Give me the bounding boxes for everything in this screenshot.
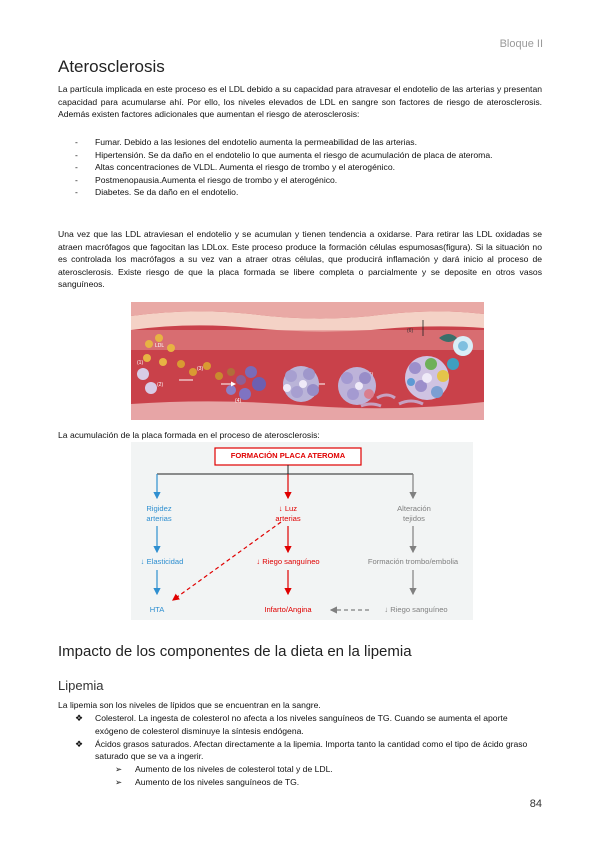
flowchart-connectors xyxy=(131,442,473,620)
list-item: - Postmenopausia.Aumenta el riesgo de trombo y el aterogénico. xyxy=(75,174,338,185)
atherosclerosis-illustration xyxy=(131,302,484,420)
intro-paragraph: La partícula implicada en este proceso es el LDL debido a su capacidad para atravesar el endotelio de las arterias y presentan capacidad para acumularse ahí. Por ello, los niveles elevados de LDL en sangre son factores de riesgo de aterosclerosis. Además existen factores adicionales que aumentan el riesgo de aterosclerosis: xyxy=(58,84,542,120)
step-label: (6) xyxy=(407,328,414,334)
step-label: (1) xyxy=(137,360,144,366)
flowchart-node: Formación trombo/embolia xyxy=(367,557,459,566)
flowchart-node: Rigidez arterias xyxy=(146,504,172,523)
list-item: ➢ Aumento de los niveles sanguíneos de TG. xyxy=(115,777,300,787)
section-title: Impacto de los componentes de la dieta en la lipemia xyxy=(58,643,412,660)
flowchart-node: HTA xyxy=(149,605,165,614)
list-item: ➢ Aumento de los niveles de colesterol total y de LDL. xyxy=(115,764,333,774)
list-item: - Diabetes. Se da daño en el endotelio. xyxy=(75,187,239,198)
section-title: Aterosclerosis xyxy=(58,57,165,76)
flowchart-top-label: FORMACIÓN PLACA ATEROMA xyxy=(230,451,346,460)
page-number: 84 xyxy=(529,798,542,810)
flowchart-node: ↓ Riego sanguíneo xyxy=(256,557,320,566)
list-item: - Hipertensión. Se da daño en el endotelio lo que aumenta el riesgo de acumulación de placa de ateroma. xyxy=(75,149,493,160)
step-label: (2) xyxy=(157,382,164,388)
figure-caption: La acumulación de la placa formada en el proceso de aterosclerosis: xyxy=(58,430,320,440)
arrow-bullet-icon: ➢ xyxy=(115,764,123,774)
list-item: - Altas concentraciones de VLDL. Aumenta el riesgo de trombo y el aterogénico. xyxy=(75,162,396,173)
subsection-title: Lipemia xyxy=(58,678,104,693)
ldl-label: LDL xyxy=(155,343,165,349)
lipemia-definition: La lipemia son los niveles de lípidos que se encuentran en la sangre. xyxy=(58,700,321,710)
flowchart-node: Infarto/Angina xyxy=(264,605,312,614)
flowchart-node: ↓ Riego sanguíneo xyxy=(384,605,448,614)
arrow-bullet-icon: ➢ xyxy=(115,777,123,787)
risk-factor-list xyxy=(75,136,542,199)
diamond-bullet-icon: ❖ xyxy=(75,738,84,749)
flowchart-node: ↓ Elasticidad xyxy=(140,557,184,566)
foam-cell-paragraph: Una vez que las LDL atraviesan el endotelio y se acumulan y tienen tendencia a oxidarse. Para retirar las LDL oxidadas se atraen macrófagos que fagocitan las LDLox. Este proceso produce la formación células espumosas(figura). Si la situación no es controlada los macrófagos a su vez van a atraer otras células, que producirá inflamación y dará inicio al proceso de aterosclerosis. Existe riesgo de que la placa formada se libere completa o parcialmente y se deposite en otros vasos sanguíneos. xyxy=(58,229,542,290)
list-item: ❖ Colesterol. La ingesta de colesterol no afecta a los niveles sanguíneos de TG. Cuando se aumenta el aporte exógeno de colesterol disminuye la síntesis endógena. xyxy=(75,713,508,736)
flowchart-node: Alteración tejidos xyxy=(397,504,431,523)
flowchart-node: ↓ Luz arterias xyxy=(275,504,301,523)
saturated-fat-effects-list xyxy=(115,763,535,789)
step-label: (3) xyxy=(197,366,204,372)
list-item: - Fumar. Debido a las lesiones del endotelio aumenta la permeabilidad de las arterias. xyxy=(75,137,417,147)
section-header: Bloque II xyxy=(499,38,543,50)
list-item: ❖ Ácidos grasos saturados. Afectan directamente a la lipemia. Importa tanto la cantidad como el tipo de ácido graso saturado que se va a ingerir. xyxy=(75,738,528,762)
plaque-flowchart xyxy=(131,442,473,620)
diamond-bullet-icon: ❖ xyxy=(75,713,84,723)
diet-component-list xyxy=(75,712,542,763)
step-label: (4) xyxy=(235,398,242,404)
